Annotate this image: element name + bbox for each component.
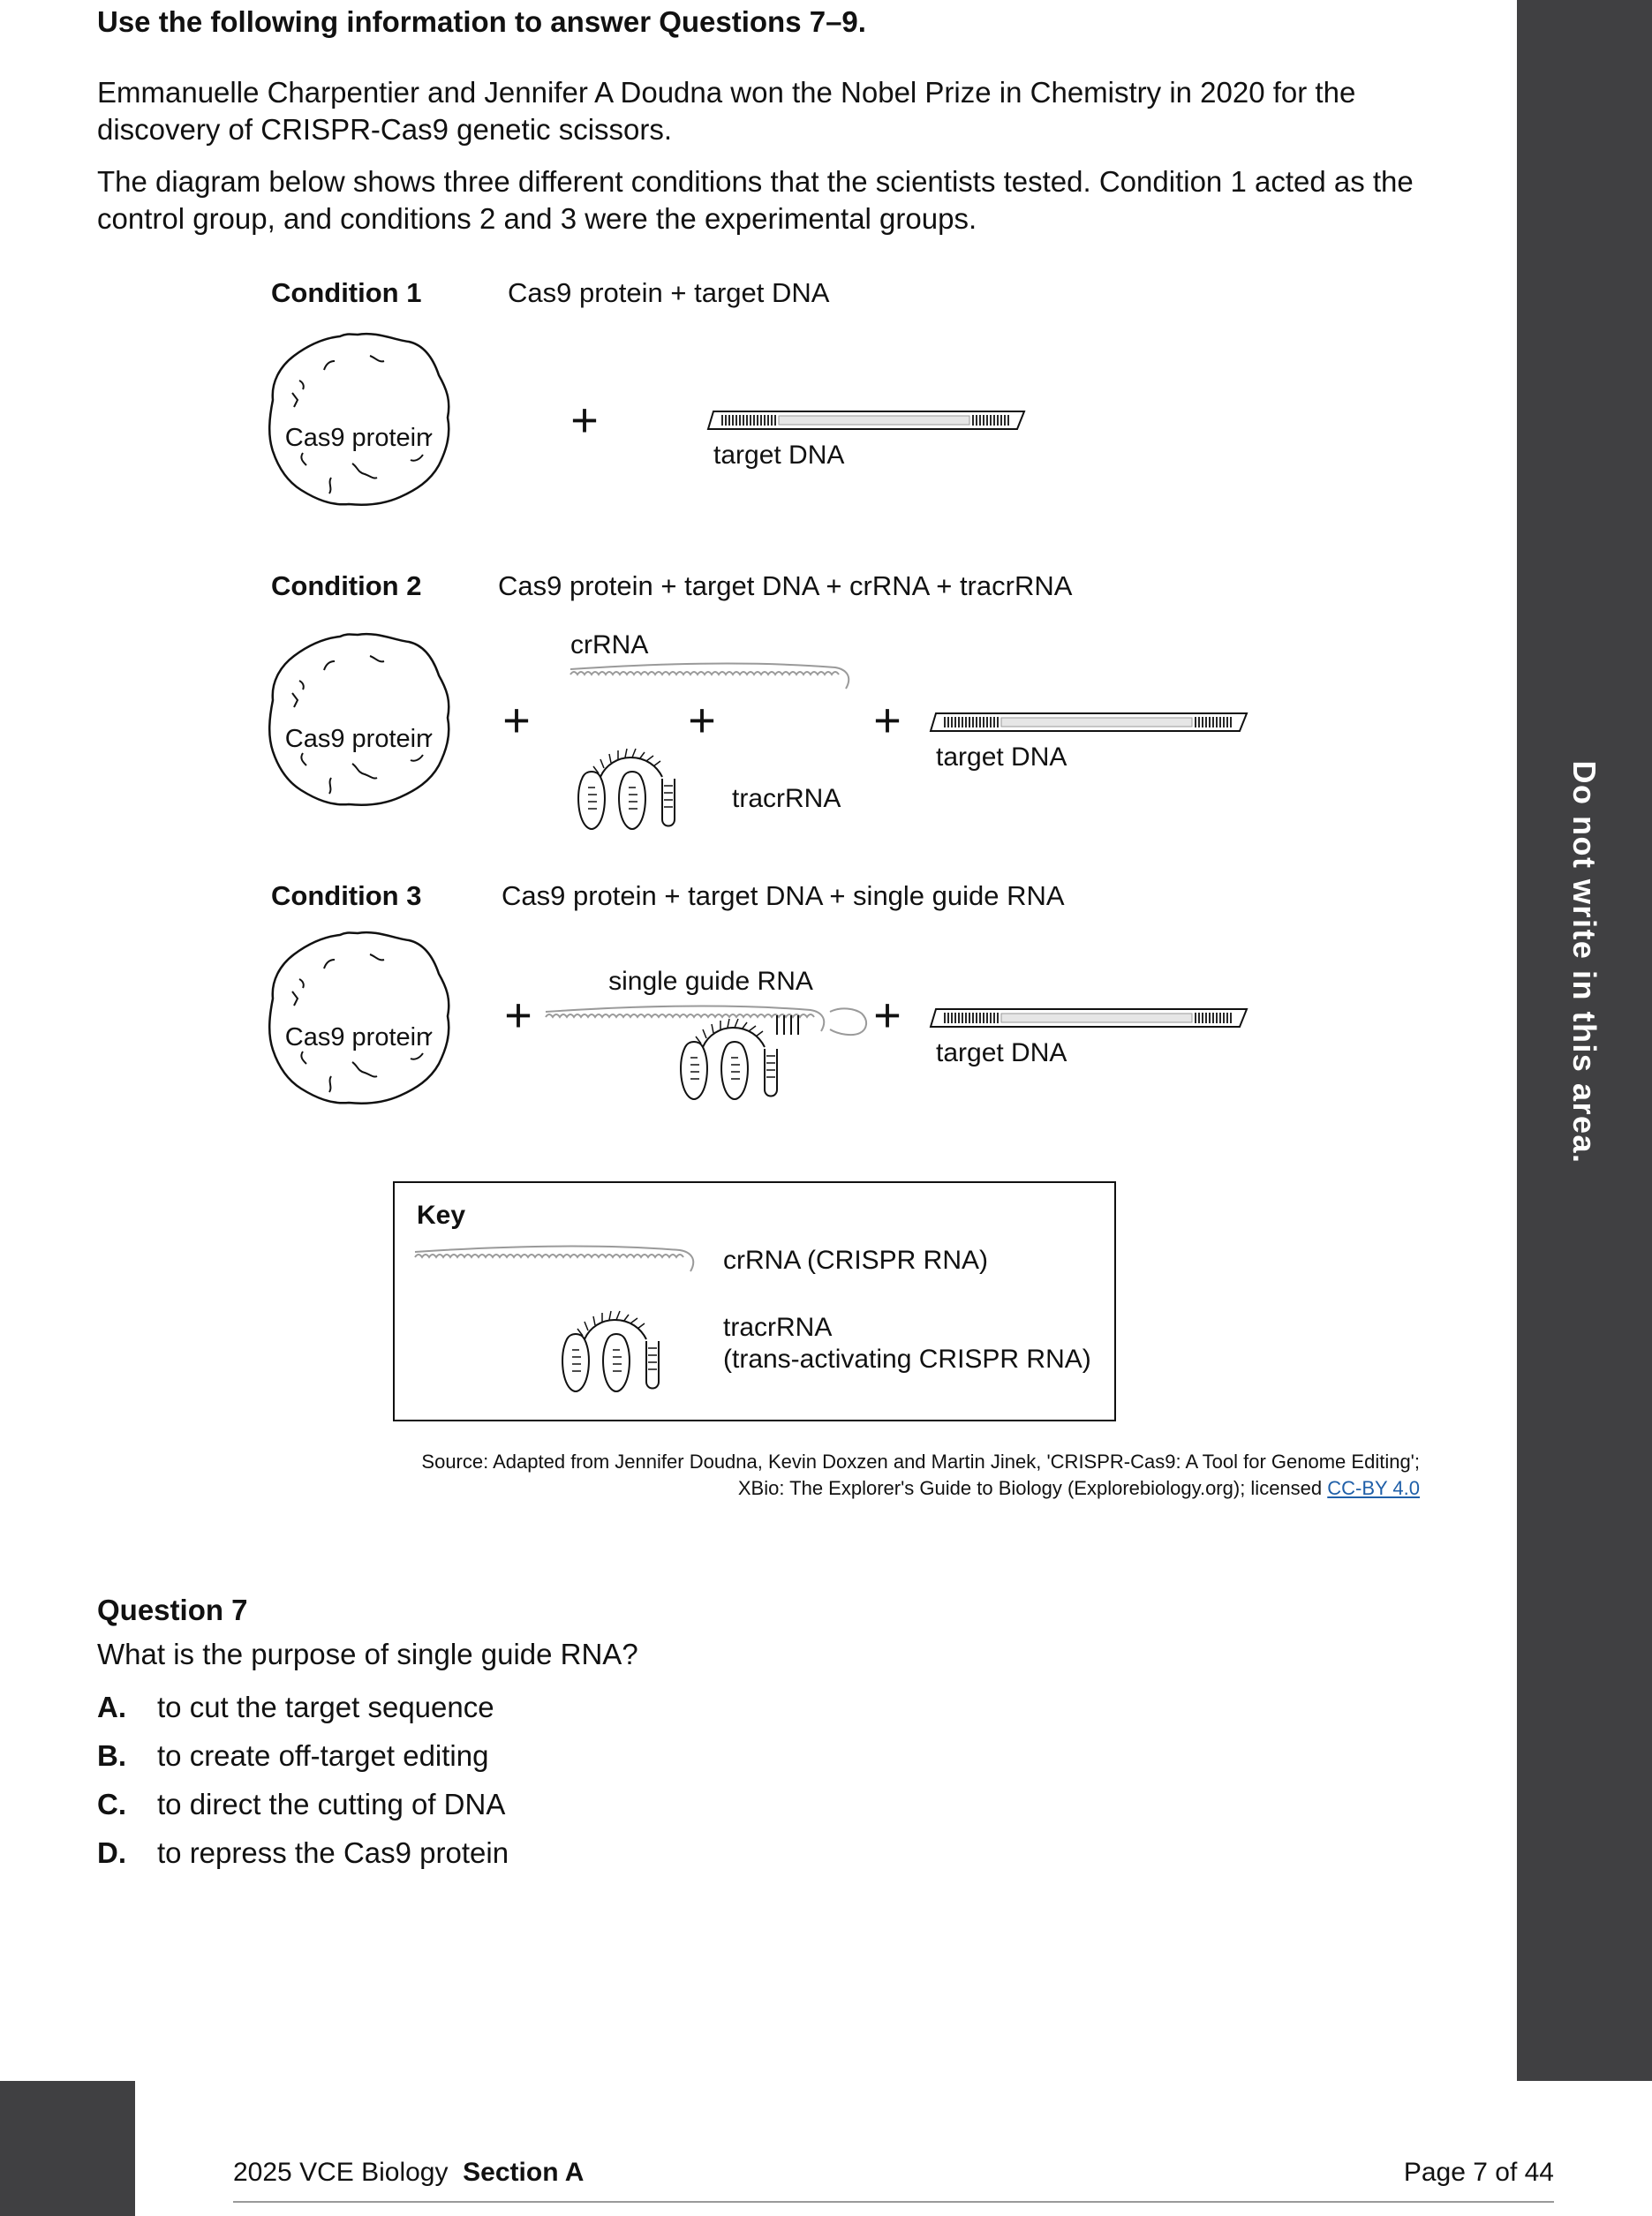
question-stem: What is the purpose of single guide RNA? <box>97 1638 638 1670</box>
footer-page-number: Page 7 of 44 <box>1403 2158 1554 2187</box>
plus-sign: + <box>504 989 532 1042</box>
cas9-protein-shape <box>269 932 449 1104</box>
target-dna-shape <box>708 411 1024 429</box>
target-dna-shape <box>931 1009 1247 1027</box>
intro-p1-line1: Emmanuelle Charpentier and Jennifer A Doudna won the Nobel Prize in Chemistry in 2020 for the <box>97 76 1356 109</box>
key-crrna-label: crRNA (CRISPR RNA) <box>723 1246 989 1275</box>
single-guide-rna-shape <box>546 1006 866 1099</box>
footer-rule <box>233 2201 1554 2203</box>
plus-sign: + <box>873 694 901 747</box>
option-text: to cut the target sequence <box>157 1691 494 1723</box>
condition-3-description: Cas9 protein + target DNA + single guide RNA <box>502 880 1065 911</box>
license-link[interactable]: CC-BY 4.0 <box>1327 1477 1420 1499</box>
condition-2-description: Cas9 protein + target DNA + crRNA + tracrRNA <box>498 570 1073 601</box>
cas9-protein-shape <box>269 334 449 505</box>
cas9-protein-label: Cas9 protein <box>284 1023 431 1051</box>
option-letter: B. <box>97 1739 126 1772</box>
key-box <box>394 1182 1115 1421</box>
intro-p1-line2: discovery of CRISPR-Cas9 genetic scissors. <box>97 113 673 146</box>
option-letter: D. <box>97 1836 126 1869</box>
target-dna-shape <box>931 713 1247 731</box>
source-line-2-text: XBio: The Explorer's Guide to Biology (Explorebiology.org); licensed <box>737 1477 1328 1499</box>
key-tracrrna-description: (trans-activating CRISPR RNA) <box>723 1345 1091 1374</box>
source-citation <box>265 1449 1420 1502</box>
target-dna-label: target DNA <box>936 1038 1067 1067</box>
key-title: Key <box>417 1201 466 1230</box>
stimulus-heading: Use the following information to answer Questions 7–9. <box>97 5 866 38</box>
cas9-protein-label: Cas9 protein <box>284 725 431 753</box>
sgrna-label: single guide RNA <box>608 967 813 996</box>
cas9-protein-label: Cas9 protein <box>284 424 431 452</box>
condition-3-label: Condition 3 <box>271 880 422 911</box>
option-text: to direct the cutting of DNA <box>157 1788 506 1820</box>
crrna-label: crRNA <box>570 630 649 660</box>
footer-section: Section A <box>463 2158 585 2187</box>
target-dna-label: target DNA <box>936 742 1067 772</box>
key-tracrrna-label: tracrRNA <box>723 1313 833 1342</box>
option-letter: A. <box>97 1691 126 1723</box>
source-line-1: Source: Adapted from Jennifer Doudna, Kevin Doxzen and Martin Jinek, 'CRISPR-Cas9: A Tool for Genome Editing'; <box>421 1451 1420 1473</box>
footer-exam: 2025 VCE Biology <box>233 2158 449 2187</box>
plus-sign: + <box>502 694 531 747</box>
option-text: to repress the Cas9 protein <box>157 1836 509 1869</box>
margin-warning-text: Do not write in this area. <box>1566 760 1603 1165</box>
target-dna-label: target DNA <box>713 441 845 470</box>
plus-sign: + <box>570 394 599 447</box>
cas9-protein-shape <box>269 634 449 805</box>
source-line-2 <box>265 1475 1420 1502</box>
question-title: Question 7 <box>97 1594 248 1626</box>
intro-p2-line1: The diagram below shows three different conditions that the scientists tested. Condition 1 acted as the <box>97 165 1414 198</box>
tracrrna-label: tracrRNA <box>732 784 841 813</box>
condition-2-label: Condition 2 <box>271 570 422 601</box>
intro-p2-line2: control group, and conditions 2 and 3 were the experimental groups. <box>97 202 977 235</box>
crrna-strand <box>570 664 849 689</box>
corner-block <box>0 2081 135 2216</box>
plus-sign: + <box>873 989 901 1042</box>
footer-exam-info <box>233 2158 584 2188</box>
condition-1-label: Condition 1 <box>271 277 422 308</box>
plus-sign: + <box>688 694 716 747</box>
tracrrna-loops <box>578 749 675 829</box>
option-text: to create off-target editing <box>157 1739 489 1772</box>
condition-1-description: Cas9 protein + target DNA <box>508 277 830 308</box>
option-letter: C. <box>97 1788 126 1820</box>
